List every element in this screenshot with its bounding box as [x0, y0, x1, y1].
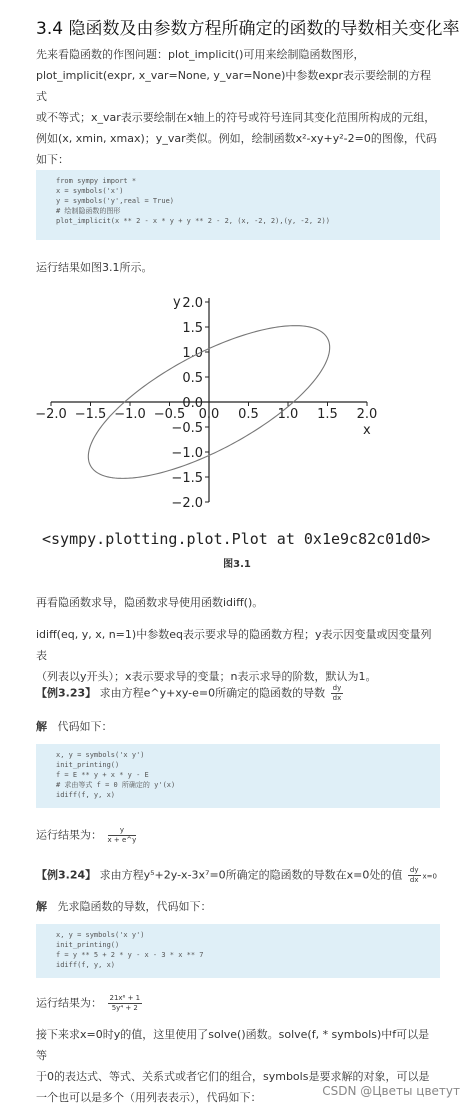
result-3-24: [36, 994, 144, 1013]
result-3-23: [36, 826, 138, 845]
idiff-desc-line: idiff(eq, y, x, n=1)中参数eq表示要求导的隐函数方程；y表示因变量或因变量列表: [36, 628, 432, 662]
closing-line: 于0的表达式、等式、关系式或者它们的组合，symbols是要求解的对象，可以是: [36, 1070, 430, 1083]
intro-line: 如下：: [36, 153, 69, 166]
example-3-23: [36, 684, 345, 703]
y-tick-label: 2.0: [182, 296, 203, 311]
example-label: 【例3.23】: [36, 686, 97, 700]
y-tick-label: 1.5: [182, 321, 203, 336]
y-tick-label: −0.5: [171, 421, 203, 436]
code-line: y = symbols('y',real = True): [56, 197, 175, 205]
y-tick-label: −1.0: [171, 446, 203, 461]
fraction-numerator: y: [108, 826, 137, 836]
code-line: # 绘制隐函数的图形: [56, 207, 121, 215]
section-heading: 3.4 隐函数及由参数方程所确定的函数的导数相关变化率: [36, 19, 460, 39]
implicit-plot-chart: [35, 285, 440, 511]
derivative-fraction: [331, 684, 344, 703]
x-axis-label: x: [363, 423, 371, 438]
code-line: init_printing(): [56, 761, 120, 769]
code-line: plot_implicit(x ** 2 - x * y + y ** 2 - 2, (x, -2, 2),(y, -2, 2)): [56, 217, 330, 225]
y-tick-label: −1.5: [171, 471, 203, 486]
fraction-denominator: dx: [409, 876, 419, 884]
idiff-desc-line: （列表以y开头）；x表示要求导的变量；n表示求导的阶数，默认为1。: [36, 670, 377, 683]
x-tick-label: 0.5: [238, 407, 259, 422]
example-3-24: [36, 866, 437, 885]
code-line: init_printing(): [56, 941, 120, 949]
fraction-numerator: dy: [409, 866, 419, 874]
y-tick-label: −2.0: [171, 496, 203, 511]
solution-label: 解: [36, 720, 47, 733]
idiff-intro: 再看隐函数求导，隐函数求导使用函数idiff()。: [36, 596, 264, 609]
intro-line: 先来看隐函数的作图问题：plot_implicit()可用来绘制隐函数图形，: [36, 48, 365, 61]
fraction-denominator: x + e^y: [107, 836, 137, 844]
code-line: x = symbols('x'): [56, 187, 124, 195]
code-block-plot: [36, 170, 440, 240]
code-line: # 求由等式 f = 0 所确定的 y'(x): [56, 781, 176, 789]
x-tick-label: −2.0: [35, 407, 67, 422]
code-block-idiff-2: [36, 924, 440, 978]
evaluation-point: x=0: [422, 872, 437, 881]
solution-intro: [36, 718, 113, 734]
csdn-watermark: CSDN @Цветы цветут: [322, 1084, 460, 1098]
intro-paragraph: [36, 44, 440, 170]
x-tick-label: 1.5: [317, 407, 338, 422]
solution-text: 先求隐函数的导数，代码如下：: [57, 900, 212, 913]
y-axis-label: y: [173, 295, 181, 310]
fraction-numerator: 21x⁶ + 1: [109, 994, 141, 1002]
result-label: 运行结果为：: [36, 996, 102, 1010]
code-line: idiff(f, y, x): [56, 791, 116, 799]
idiff-description: [36, 624, 440, 687]
plot-object-repr: <sympy.plotting.plot.Plot at 0x1e9c82c01d0>: [42, 530, 431, 548]
x-tick-label: 2.0: [356, 407, 378, 422]
x-tick-label: −1.0: [114, 407, 146, 422]
result-fraction: [108, 994, 143, 1013]
result-label: 运行结果为：: [36, 828, 102, 842]
figure-caption: 图3.1: [223, 559, 251, 570]
y-tick-label: 0.0: [182, 396, 203, 411]
x-tick-label: −1.5: [74, 407, 107, 422]
example-text: 求由方程e^y+xy-e=0所确定的隐函数的导数: [99, 686, 326, 700]
example-label: 【例3.24】: [36, 868, 97, 882]
solution-intro: [36, 898, 212, 914]
code-line: x, y = symbols('x y'): [56, 931, 145, 939]
derivative-fraction: [408, 866, 421, 885]
fraction-denominator: 5y⁴ + 2: [111, 1004, 138, 1012]
solution-label: 解: [36, 900, 47, 913]
solution-text: 代码如下：: [57, 720, 113, 733]
closing-line: 一个也可以是多个（用列表表示），代码如下：: [36, 1091, 262, 1104]
code-line: f = E ** y + x * y - E: [56, 771, 149, 779]
fraction-denominator: dx: [332, 694, 342, 702]
intro-line: 例如(x, xmin, xmax)；y_var类似。例如，绘制函数x²-xy+y²-2=0的图像，代码: [36, 132, 437, 145]
closing-line: 接下来求x=0时y的值，这里使用了solve()函数。solve(f, * symbols)中f可以是等: [36, 1028, 430, 1062]
intro-line: 或不等式；x_var表示要绘制在x轴上的符号或符号连同其变化范围所构成的元组，: [36, 111, 436, 124]
run-result-intro: 运行结果如图3.1所示。: [36, 261, 153, 274]
x-tick-label: 0.0: [198, 407, 220, 422]
code-line: from sympy import *: [56, 177, 137, 185]
x-tick-label: 1.0: [277, 407, 299, 422]
code-block-idiff-1: [36, 744, 440, 808]
fraction-numerator: dy: [332, 684, 342, 692]
result-fraction: [108, 826, 137, 845]
x-tick-label: −0.5: [153, 407, 186, 422]
intro-line: plot_implicit(expr, x_var=None, y_var=None)中参数expr表示要绘制的方程式: [36, 69, 432, 103]
y-tick-label: 1.0: [182, 346, 203, 361]
code-line: x, y = symbols('x y'): [56, 751, 145, 759]
code-line: f = y ** 5 + 2 * y - x - 3 * x ** 7: [56, 951, 204, 959]
code-line: idiff(f, y, x): [56, 961, 116, 969]
y-tick-label: 0.5: [182, 371, 203, 386]
example-text: 求由方程y⁵+2y-x-3x⁷=0所确定的隐函数的导数在x=0处的值: [99, 868, 403, 882]
